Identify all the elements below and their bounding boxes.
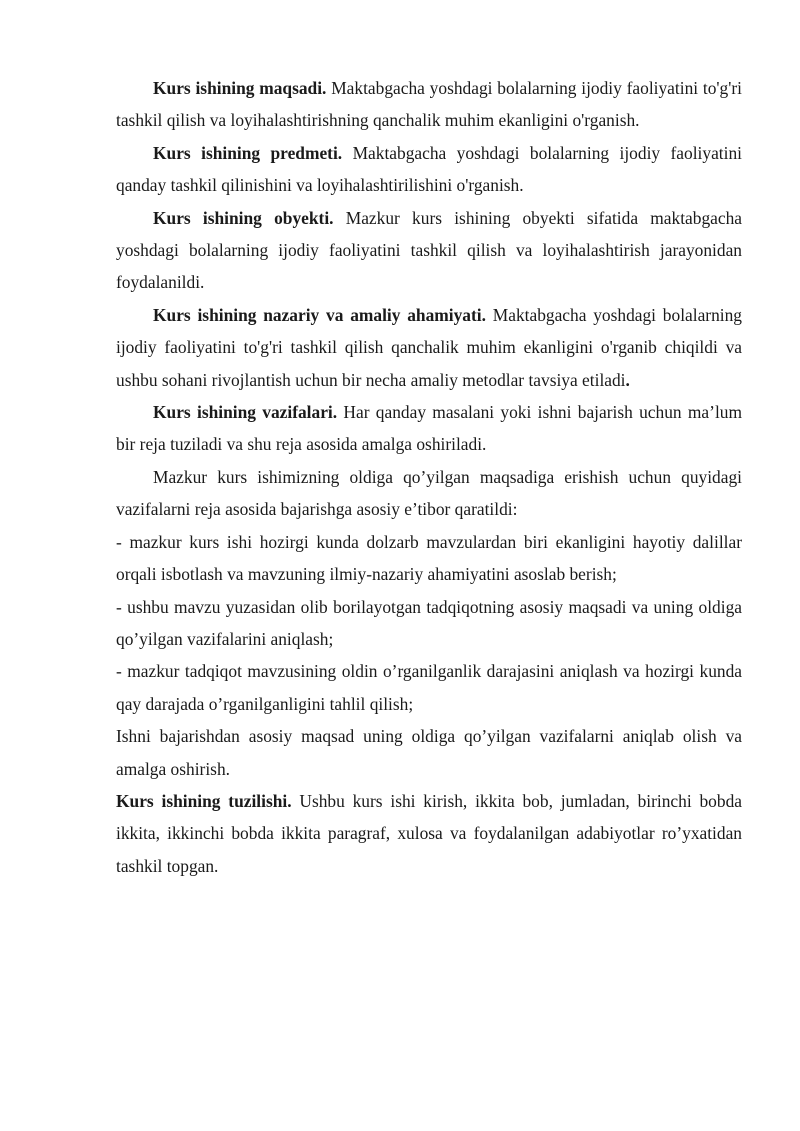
paragraph-main-goal [116, 720, 742, 785]
paragraph-course-significance [116, 299, 742, 396]
list-item-task-1 [116, 526, 742, 591]
paragraph-text: Mazkur kurs ishimizning oldiga qo’yilgan maqsadiga erishish uchun quyidagi vazifalarni reja asosida bajarishga asosiy e’tibor qaratildi: [116, 466, 742, 520]
paragraph-heading: Kurs ishining tuzilishi. [116, 790, 292, 811]
paragraph-text: - ushbu mavzu yuzasidan olib borilayotgan tadqiqotning asosiy maqsadi va uning oldiga qo’yilgan vazifalarini aniqlash; [116, 596, 742, 649]
paragraph-text: - mazkur tadqiqot mavzusining oldin o’rganilganlik darajasini aniqlash va hozirgi kunda qay darajada o’rganilganligini tahlil qilish; [116, 661, 742, 714]
paragraph-course-subject [116, 137, 742, 202]
paragraph-text: Maktabgacha yoshdagi bolalarning ijodiy faoliyatini to'g'ri tashkil qilish qanchalik muhim ekanligini o'rganib chiqildi va ushbu sohani rivojlantish uchun bir necha amaliy metodlar tavsiya etiladi [116, 304, 742, 390]
list-item-task-2 [116, 591, 742, 656]
paragraph-text: Maktabgacha yoshdagi bolalarning ijodiy faoliyatini to'g'ri tashkil qilish va loyihalashtirishning qanchalik muhim ekanligini o'rganish. [116, 78, 742, 131]
paragraph-course-goal [116, 72, 742, 137]
paragraph-text: Mazkur kurs ishining obyekti sifatida maktabgacha yoshdagi bolalarning ijodiy faoliyatini tashkil qilish va loyihalashtirish jarayonidan foydalanildi. [116, 207, 743, 293]
paragraph-heading: Kurs ishining vazifalari. [153, 402, 338, 423]
paragraph-text: Har qanday masalani yoki ishni bajarish uchun ma’lum bir reja tuziladi va shu reja asosida amalga oshiriladi. [116, 402, 742, 455]
paragraph-text: - mazkur kurs ishi hozirgi kunda dolzarb mavzulardan biri ekanligini hayotiy dalillar orqali isbotlash va mavzuning ilmiy-nazariy ahamiyatini asoslab berish; [116, 531, 742, 585]
paragraph-heading: Kurs ishining nazariy va amaliy ahamiyati. [153, 304, 486, 325]
paragraph-tail: . [625, 369, 630, 390]
list-item-task-3 [116, 655, 742, 720]
document-page [116, 72, 742, 882]
paragraph-text: Ishni bajarishdan asosiy maqsad uning oldiga qo’yilgan vazifalarni aniqlab olish va amalga oshirish. [116, 726, 742, 779]
paragraph-heading: Kurs ishining predmeti. [153, 142, 343, 163]
paragraph-heading: Kurs ishining obyekti. [153, 207, 334, 228]
paragraph-course-structure [116, 785, 742, 882]
paragraph-text: Maktabgacha yoshdagi bolalarning ijodiy faoliyatini qanday tashkil qilinishini va loyihalashtirilishini o'rganish. [116, 142, 742, 196]
paragraph-course-object [116, 202, 742, 299]
paragraph-course-tasks [116, 396, 742, 461]
paragraph-text: Ushbu kurs ishi kirish, ikkita bob, jumladan, birinchi bobda ikkita, ikkinchi bobda ikkita paragraf, xulosa va foydalanilgan adabiyotlar ro’yxatidan tashkil topgan. [116, 790, 742, 876]
paragraph-heading: Kurs ishining maqsadi. [153, 78, 327, 98]
paragraph-tasks-intro [116, 461, 742, 526]
